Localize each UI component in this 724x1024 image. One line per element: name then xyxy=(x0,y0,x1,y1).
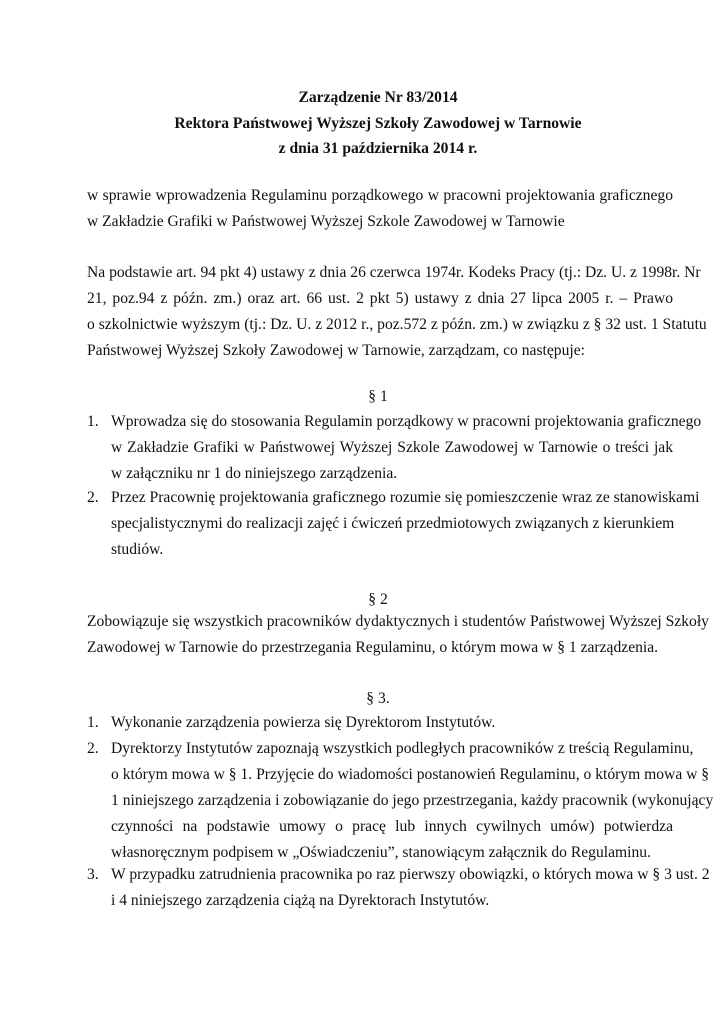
text-line: w Zakładzie Grafiki w Państwowej Wyższej Szkole Zawodowej w Tarnowie xyxy=(87,213,565,230)
list-item-text xyxy=(111,862,710,914)
text-line: Wprowadza się do stosowania Regulamin porządkowy w pracowni projektowania graficznego xyxy=(111,413,702,430)
text-line: Państwowej Wyższej Szkoły Zawodowej w Tarnowie, zarządzam, co następuje: xyxy=(87,342,585,359)
text-line: Przez Pracownię projektowania graficznego rozumie się pomieszczenie wraz ze stanowiskami xyxy=(111,489,700,506)
section-heading-1: § 1 xyxy=(368,388,388,405)
text-line: w Zakładzie Grafiki w Państwowej Wyższej Szkole Zawodowej w Tarnowie o treści jak xyxy=(111,439,673,456)
legal-basis-paragraph xyxy=(87,260,707,364)
list-item-text xyxy=(111,736,714,866)
text-line: 21, poz.94 z późn. zm.) oraz art. 66 ust. 2 pkt 5) ustawy z dnia 27 lipca 2005 r. – Prawo xyxy=(87,290,673,307)
section-2-paragraph xyxy=(87,609,709,661)
section-heading-2: § 2 xyxy=(368,591,388,608)
text-line: i 4 niniejszego zarządzenia ciążą na Dyrektorach Instytutów. xyxy=(111,892,490,909)
list-item-text xyxy=(111,485,700,563)
text-line: o szkolnictwie wyższym (tj.: Dz. U. z 2012 r., poz.572 z późn. zm.) w związku z § 32 ust. 1 Statutu xyxy=(87,316,707,333)
subject-paragraph xyxy=(87,183,673,235)
text-line: własnoręcznym podpisem w „Oświadczeniu”, stanowiącym załącznik do Regulaminu. xyxy=(111,844,651,861)
text-line: studiów. xyxy=(111,541,164,558)
issuer-line: Rektora Państwowej Wyższej Szkoły Zawodowej w Tarnowie xyxy=(174,115,582,132)
list-number: 1. xyxy=(87,714,99,731)
list-item-text xyxy=(111,409,702,487)
section-heading-3: § 3. xyxy=(366,690,390,707)
text-line: 1 niniejszego zarządzenia i zobowiązanie do jego przestrzegania, każdy pracownik (wykonujący xyxy=(111,792,714,809)
text-line: w załączniku nr 1 do niniejszego zarządzenia. xyxy=(111,465,398,482)
list-number: 2. xyxy=(87,489,99,506)
text-line: Zobowiązuje się wszystkich pracowników dydaktycznych i studentów Państwowej Wyższej Szkoły xyxy=(87,613,709,630)
text-line: Wykonanie zarządzenia powierza się Dyrektorom Instytutów. xyxy=(111,714,496,731)
text-line: Na podstawie art. 94 pkt 4) ustawy z dnia 26 czerwca 1974r. Kodeks Pracy (tj.: Dz. U. z 1998r. Nr xyxy=(87,264,701,281)
text-line: W przypadku zatrudnienia pracownika po raz pierwszy obowiązki, o których mowa w § 3 ust. 2 xyxy=(111,866,710,883)
text-line: o którym mowa w § 1. Przyjęcie do wiadomości postanowień Regulaminu, o którym mowa w § xyxy=(111,766,710,783)
date-line: z dnia 31 października 2014 r. xyxy=(278,140,478,157)
text-line: w sprawie wprowadzenia Regulaminu porządkowego w pracowni projektowania graficznego xyxy=(87,187,673,204)
document-title: Zarządzenie Nr 83/2014 xyxy=(298,89,458,106)
list-number: 3. xyxy=(87,866,99,883)
text-line: Dyrektorzy Instytutów zapoznają wszystkich podległych pracowników z treścią Regulaminu, xyxy=(111,740,694,757)
list-number: 1. xyxy=(87,413,99,430)
text-line: Zawodowej w Tarnowie do przestrzegania Regulaminu, o którym mowa w § 1 zarządzenia. xyxy=(87,639,659,656)
text-line: specjalistycznymi do realizacji zajęć i ćwiczeń przedmiotowych związanych z kierunkiem xyxy=(111,515,675,532)
text-line: czynności na podstawie umowy o pracę lub innych cywilnych umów) potwierdza xyxy=(111,818,673,835)
list-item-text xyxy=(111,710,673,736)
list-number: 2. xyxy=(87,740,99,757)
